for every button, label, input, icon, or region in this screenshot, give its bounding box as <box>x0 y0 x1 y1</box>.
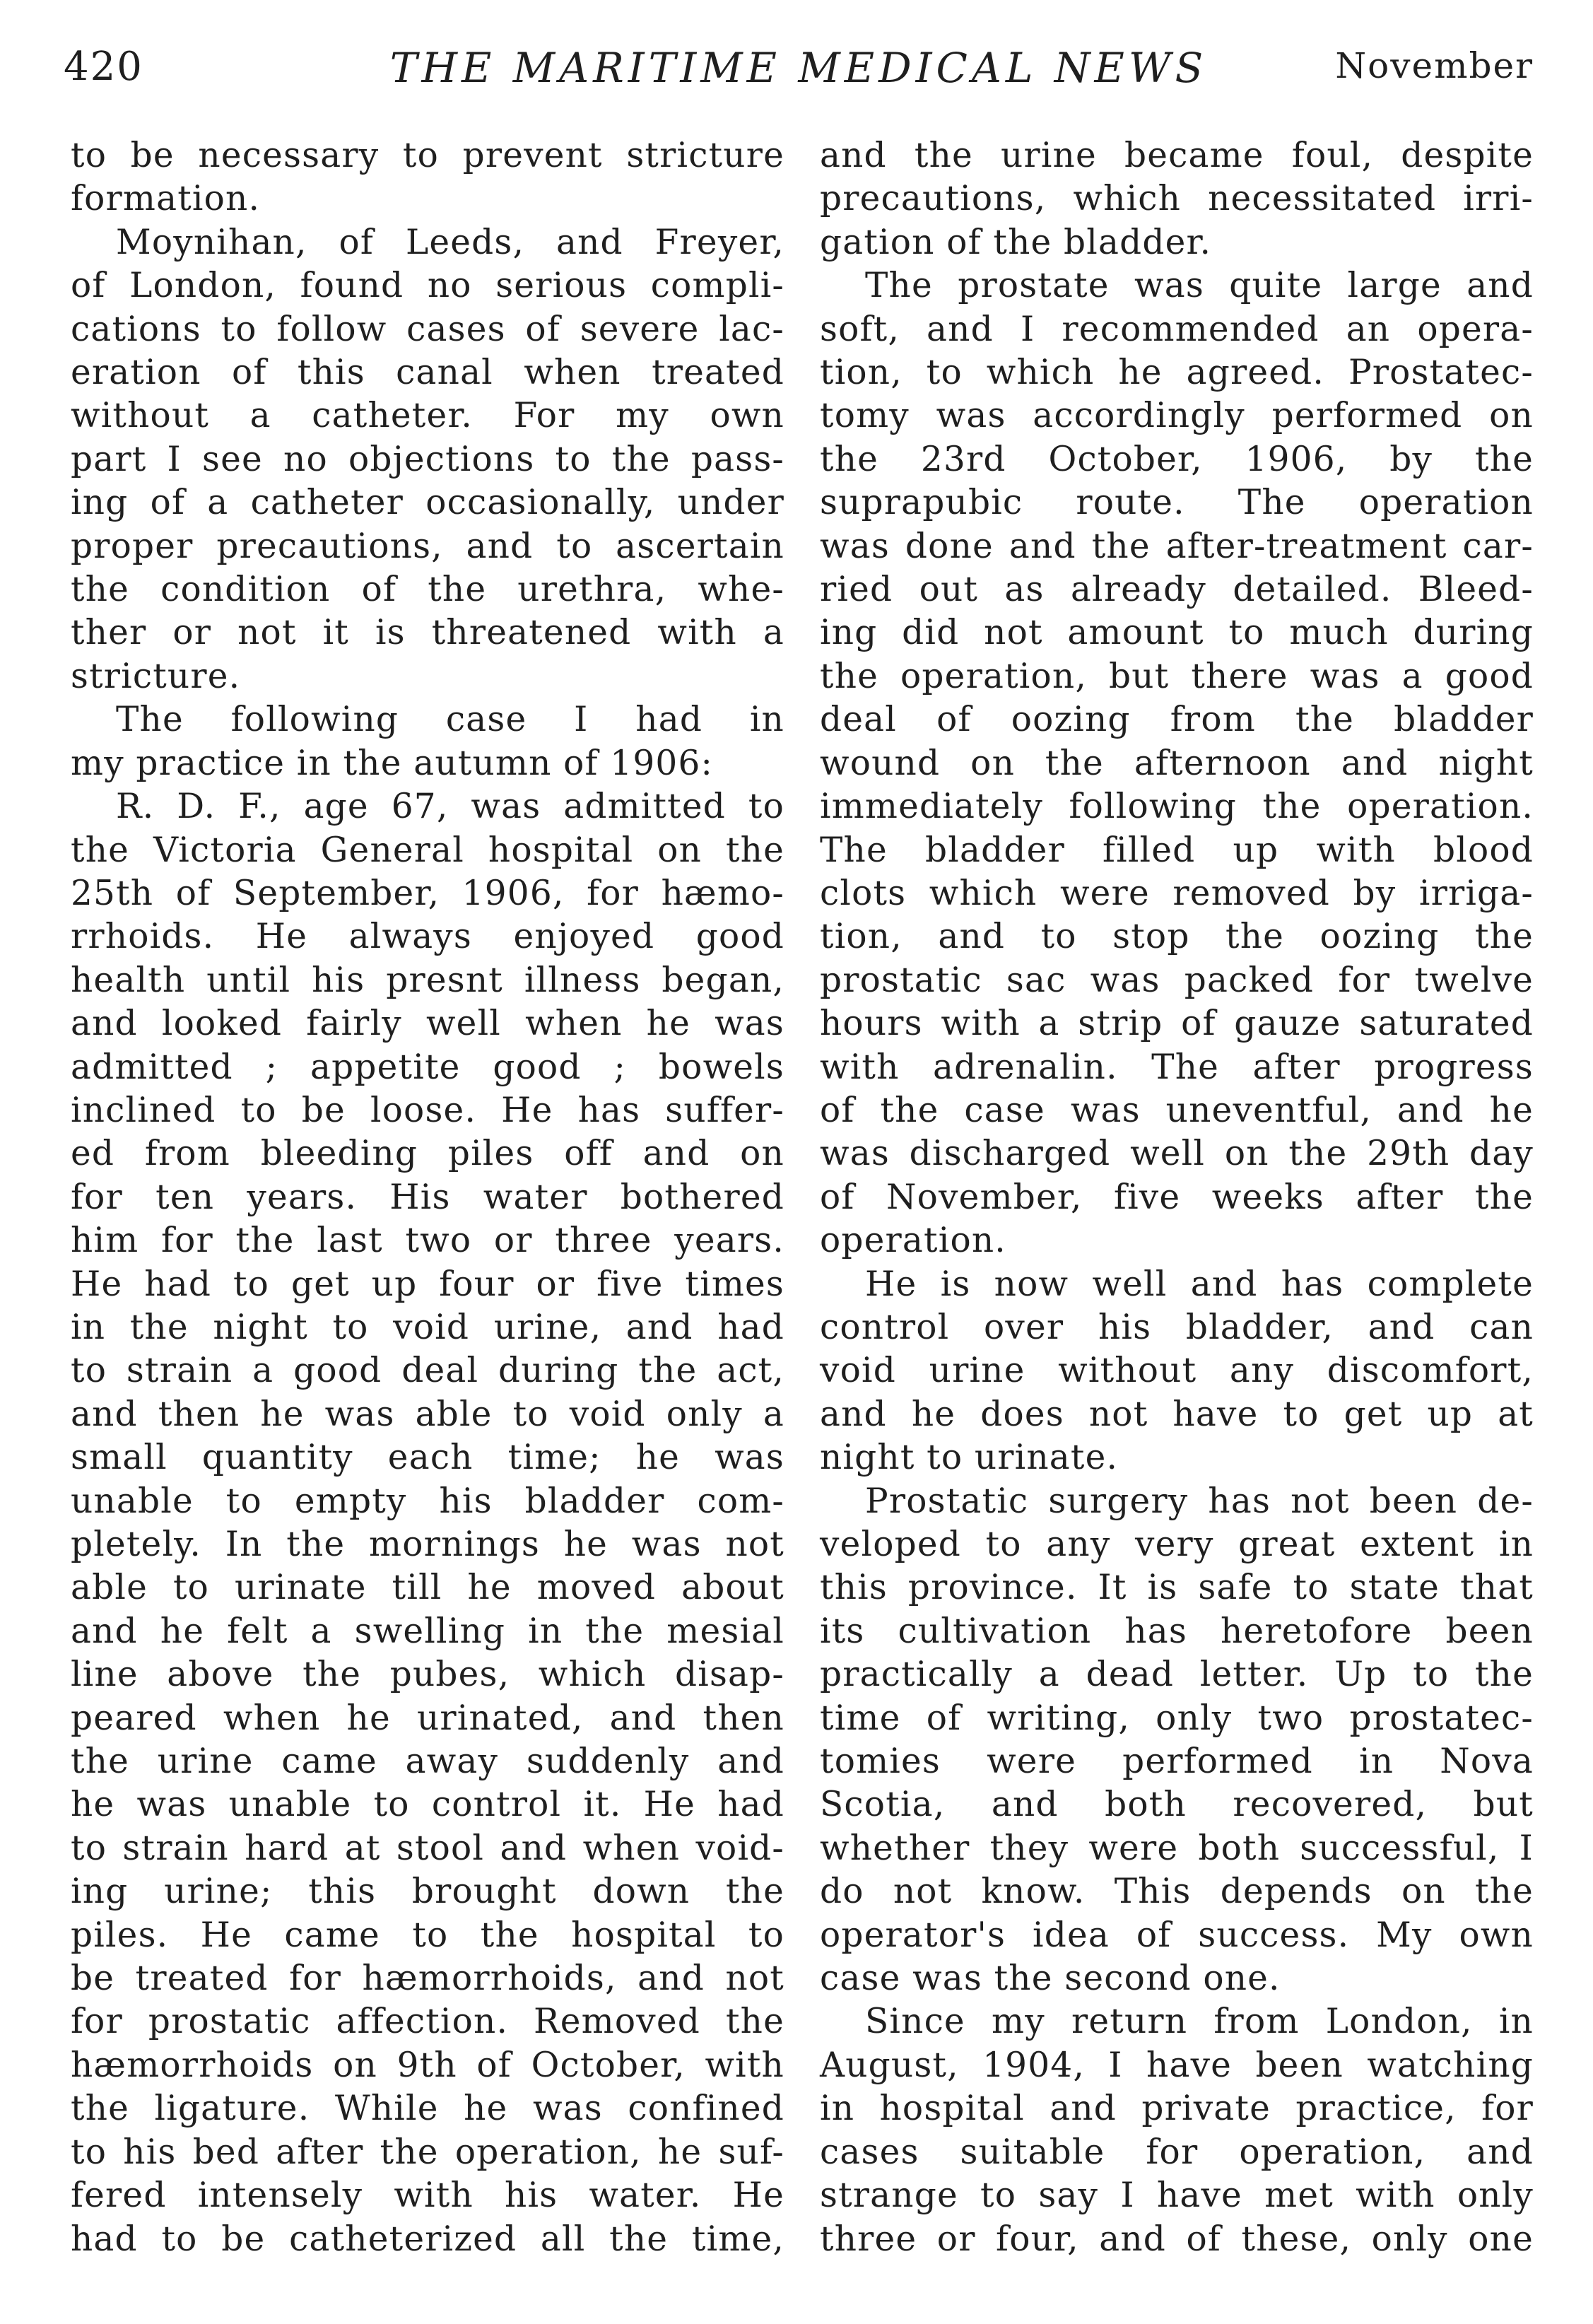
text-line: to be necessary to prevent stricture <box>71 136 784 175</box>
text-line: ed from bleeding piles off and on <box>71 1134 784 1174</box>
text-line: without a catheter. For my own <box>71 396 784 436</box>
text-line: night to urinate. <box>820 1438 1119 1478</box>
text-line: Scotia, and both recovered, but <box>820 1785 1534 1825</box>
text-line: of November, five weeks after the <box>820 1177 1534 1217</box>
text-line: and he felt a swelling in the mesial <box>71 1611 784 1651</box>
left-column <box>71 134 784 2261</box>
text-line: void urine without any discomfort, <box>820 1351 1534 1391</box>
text-line: tomies were performed in Nova <box>820 1742 1534 1782</box>
text-line: was done and the after-treatment car- <box>820 526 1534 566</box>
text-line: control over his bladder, and can <box>820 1307 1534 1347</box>
text-line: had to be catheterized all the time, <box>71 2219 784 2259</box>
text-line: operation. <box>820 1221 1006 1261</box>
text-line: ing urine; this brought down the <box>71 1872 784 1912</box>
text-line: tomy was accordingly performed on <box>820 396 1534 436</box>
text-line: soft, and I recommended an opera- <box>820 309 1534 349</box>
text-line: precautions, which necessitated irri- <box>820 179 1534 219</box>
text-line: him for the last two or three years. <box>71 1221 784 1261</box>
text-line: admitted ; appetite good ; bowels <box>71 1047 784 1087</box>
text-line: do not know. This depends on the <box>820 1872 1534 1912</box>
text-line: to his bed after the operation, he suf- <box>71 2132 784 2172</box>
text-line: line above the pubes, which disap- <box>71 1655 784 1695</box>
text-line: case was the second one. <box>820 1959 1281 1999</box>
text-line: formation. <box>71 179 261 219</box>
text-line: inclined to be loose. He has suffer- <box>71 1090 784 1130</box>
text-line: able to urinate till he moved about <box>71 1568 784 1608</box>
text-line: stricture. <box>71 656 241 696</box>
text-line: veloped to any very great extent in <box>820 1525 1534 1564</box>
text-line: hæmorrhoids on 9th of October, with <box>71 2045 784 2085</box>
text-line: The following case I had in <box>116 700 784 740</box>
text-line: Since my return from London, in <box>865 2002 1534 2042</box>
text-line: its cultivation has heretofore been <box>820 1611 1534 1651</box>
text-line: rrhoids. He always enjoyed good <box>71 917 784 957</box>
issue-month: November <box>1335 45 1534 86</box>
text-line: and then he was able to void only a <box>71 1394 784 1434</box>
text-line: suprapubic route. The operation <box>820 483 1534 523</box>
text-line: for prostatic affection. Removed the <box>71 2002 784 2042</box>
text-line: eration of this canal when treated <box>71 353 784 393</box>
text-line: of the case was uneventful, and he <box>820 1090 1534 1130</box>
text-line: prostatic sac was packed for twelve <box>820 960 1534 1000</box>
text-line: tion, and to stop the oozing the <box>820 917 1534 957</box>
right-column <box>820 134 1534 2261</box>
text-line: piles. He came to the hospital to <box>71 1915 784 1955</box>
text-line: cations to follow cases of severe lac- <box>71 309 784 349</box>
text-line: Prostatic surgery has not been de- <box>865 1481 1534 1521</box>
text-line: hours with a strip of gauze saturated <box>820 1004 1534 1044</box>
text-line: pletely. In the mornings he was not <box>71 1525 784 1564</box>
text-line: practically a dead letter. Up to the <box>820 1655 1534 1695</box>
text-line: the ligature. While he was confined <box>71 2089 784 2129</box>
text-line: proper precautions, and to ascertain <box>71 526 784 566</box>
text-line: be treated for hæmorrhoids, and not <box>71 1959 784 1999</box>
text-line: time of writing, only two prostatec- <box>820 1698 1534 1738</box>
text-line: The bladder filled up with blood <box>820 830 1534 870</box>
text-line: cases suitable for operation, and <box>820 2132 1534 2172</box>
text-line: of London, found no serious compli- <box>71 266 784 306</box>
text-line: the urine came away suddenly and <box>71 1742 784 1782</box>
text-line: immediately following the operation. <box>820 787 1534 827</box>
text-line: part I see no objections to the pass- <box>71 439 784 479</box>
text-line: for ten years. His water bothered <box>71 1177 784 1217</box>
running-header <box>64 44 1534 115</box>
text-line: ther or not it is threatened with a <box>71 613 784 653</box>
text-line: in hospital and private practice, for <box>820 2089 1534 2129</box>
text-line: He had to get up four or five times <box>71 1264 784 1304</box>
text-line: and he does not have to get up at <box>820 1394 1534 1434</box>
text-line: the condition of the urethra, whe- <box>71 570 784 610</box>
text-line: the Victoria General hospital on the <box>71 830 784 870</box>
text-line: health until his presnt illness began, <box>71 960 784 1000</box>
text-line: The prostate was quite large and <box>865 266 1534 306</box>
text-line: 25th of September, 1906, for hæmo- <box>71 873 784 913</box>
text-line: wound on the afternoon and night <box>820 743 1534 783</box>
text-line: deal of oozing from the bladder <box>820 700 1534 740</box>
page-number: 420 <box>64 44 143 90</box>
text-line: three or four, and of these, only one <box>820 2219 1534 2259</box>
text-line: whether they were both successful, I <box>820 1828 1534 1868</box>
text-line: ing did not amount to much during <box>820 613 1534 653</box>
text-line: and the urine became foul, despite <box>820 136 1534 175</box>
text-line: strange to say I have met with only <box>820 2176 1534 2216</box>
text-line: ing of a catheter occasionally, under <box>71 483 784 523</box>
text-line: fered intensely with his water. He <box>71 2176 784 2216</box>
text-line: unable to empty his bladder com- <box>71 1481 784 1521</box>
text-line: small quantity each time; he was <box>71 1438 784 1478</box>
text-line: to strain a good deal during the act, <box>71 1351 784 1391</box>
text-line: peared when he urinated, and then <box>71 1698 784 1738</box>
text-line: to strain hard at stool and when void- <box>71 1828 784 1868</box>
text-line: clots which were removed by irriga- <box>820 873 1534 913</box>
text-line: operator's idea of success. My own <box>820 1915 1534 1955</box>
text-line: he was unable to control it. He had <box>71 1785 784 1825</box>
text-line: the 23rd October, 1906, by the <box>820 439 1534 479</box>
text-line: in the night to void urine, and had <box>71 1307 784 1347</box>
journal-title: THE MARITIME MEDICAL NEWS <box>389 44 1208 92</box>
text-line: Moynihan, of Leeds, and Freyer, <box>116 222 784 262</box>
text-line: and looked fairly well when he was <box>71 1004 784 1044</box>
text-line: with adrenalin. The after progress <box>820 1047 1534 1087</box>
text-line: tion, to which he agreed. Prostatec- <box>820 353 1534 393</box>
text-line: gation of the bladder. <box>820 222 1212 262</box>
text-line: ried out as already detailed. Bleed- <box>820 570 1534 610</box>
text-line: was discharged well on the 29th day <box>820 1134 1534 1174</box>
text-line: He is now well and has complete <box>865 1264 1534 1304</box>
text-line: August, 1904, I have been watching <box>820 2045 1534 2085</box>
text-line: the operation, but there was a good <box>820 656 1534 696</box>
text-line: my practice in the autumn of 1906: <box>71 743 714 783</box>
text-line: this province. It is safe to state that <box>820 1568 1534 1608</box>
text-line: R. D. F., age 67, was admitted to <box>116 787 784 827</box>
